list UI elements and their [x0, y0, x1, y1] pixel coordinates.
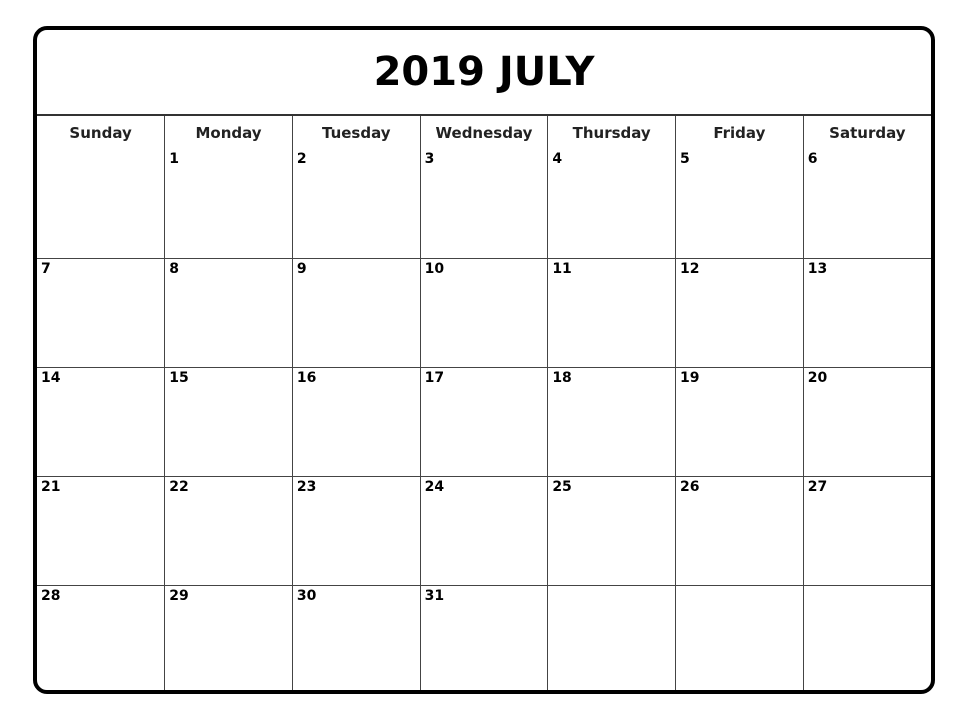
day-cell[interactable]: [37, 258, 165, 367]
day-cell[interactable]: [676, 258, 804, 367]
day-number: 23: [296, 478, 317, 495]
day-number: [676, 586, 803, 588]
day-number: 27: [807, 478, 828, 495]
day-number: 13: [807, 260, 828, 277]
calendar-title: 2019 JULY: [37, 30, 931, 116]
day-cell[interactable]: [548, 585, 676, 694]
weekday-sunday: Sunday: [37, 116, 165, 149]
day-cell[interactable]: [165, 149, 293, 258]
day-number: 8: [169, 260, 179, 277]
day-cell[interactable]: [420, 149, 548, 258]
day-number: 2: [296, 151, 307, 167]
day-number: 17: [424, 369, 445, 386]
day-number: 16: [296, 369, 317, 386]
day-cell[interactable]: [292, 585, 420, 694]
week-row: [37, 476, 931, 585]
week-row: [37, 585, 931, 694]
weekday-header-row: [37, 116, 931, 149]
day-number: 25: [552, 478, 572, 495]
day-cell[interactable]: [676, 476, 804, 585]
day-number: [804, 586, 931, 588]
day-number: 3: [424, 151, 435, 167]
day-cell[interactable]: [292, 476, 420, 585]
day-cell[interactable]: [548, 367, 676, 476]
day-number: 10: [424, 260, 445, 277]
weekday-thursday: Thursday: [548, 116, 676, 149]
day-cell[interactable]: [676, 367, 804, 476]
day-number: 4: [552, 151, 563, 167]
day-number: 31: [424, 587, 445, 604]
day-number: 28: [41, 587, 61, 604]
day-number: 22: [169, 478, 189, 495]
day-cell[interactable]: [420, 367, 548, 476]
weekday-wednesday: Wednesday: [420, 116, 548, 149]
day-number: 5: [680, 151, 690, 167]
day-cell[interactable]: [420, 585, 548, 694]
day-number: 18: [552, 369, 572, 386]
day-number: 20: [807, 369, 828, 386]
day-number: 15: [169, 369, 189, 386]
weekday-monday: Monday: [165, 116, 293, 149]
day-number: 12: [680, 260, 700, 277]
weekday-tuesday: Tuesday: [292, 116, 420, 149]
day-number: [548, 586, 675, 588]
week-row: [37, 149, 931, 258]
day-cell[interactable]: [37, 585, 165, 694]
day-number: 19: [680, 369, 700, 386]
day-cell[interactable]: [676, 149, 804, 258]
day-cell[interactable]: [165, 476, 293, 585]
day-number: 21: [41, 478, 61, 495]
day-cell[interactable]: [37, 476, 165, 585]
day-cell[interactable]: [803, 585, 931, 694]
day-cell[interactable]: [420, 258, 548, 367]
day-number: 26: [680, 478, 700, 495]
day-cell[interactable]: [548, 258, 676, 367]
day-cell[interactable]: [165, 367, 293, 476]
day-cell[interactable]: [548, 149, 676, 258]
week-row: [37, 367, 931, 476]
day-cell[interactable]: [37, 149, 165, 258]
week-row: [37, 258, 931, 367]
day-cell[interactable]: [803, 149, 931, 258]
calendar-frame: [33, 26, 935, 694]
day-cell[interactable]: [803, 367, 931, 476]
day-number: 9: [296, 260, 307, 277]
day-number: 7: [41, 260, 51, 277]
day-number: 24: [424, 478, 445, 495]
day-cell[interactable]: [165, 258, 293, 367]
day-cell[interactable]: [548, 476, 676, 585]
day-cell[interactable]: [803, 476, 931, 585]
day-cell[interactable]: [292, 258, 420, 367]
day-cell[interactable]: [165, 585, 293, 694]
day-cell[interactable]: [37, 367, 165, 476]
day-number: 6: [807, 151, 818, 167]
day-cell[interactable]: [420, 476, 548, 585]
day-number: 11: [552, 260, 572, 277]
day-cell[interactable]: [803, 258, 931, 367]
calendar-grid: [37, 116, 931, 694]
weekday-saturday: Saturday: [803, 116, 931, 149]
day-number: 1: [169, 151, 179, 167]
day-number: 29: [169, 587, 189, 604]
day-cell[interactable]: [676, 585, 804, 694]
day-number: 30: [296, 587, 317, 604]
day-number: 14: [41, 369, 61, 386]
day-cell[interactable]: [292, 367, 420, 476]
day-number: [37, 149, 164, 151]
weekday-friday: Friday: [676, 116, 804, 149]
day-cell[interactable]: [292, 149, 420, 258]
